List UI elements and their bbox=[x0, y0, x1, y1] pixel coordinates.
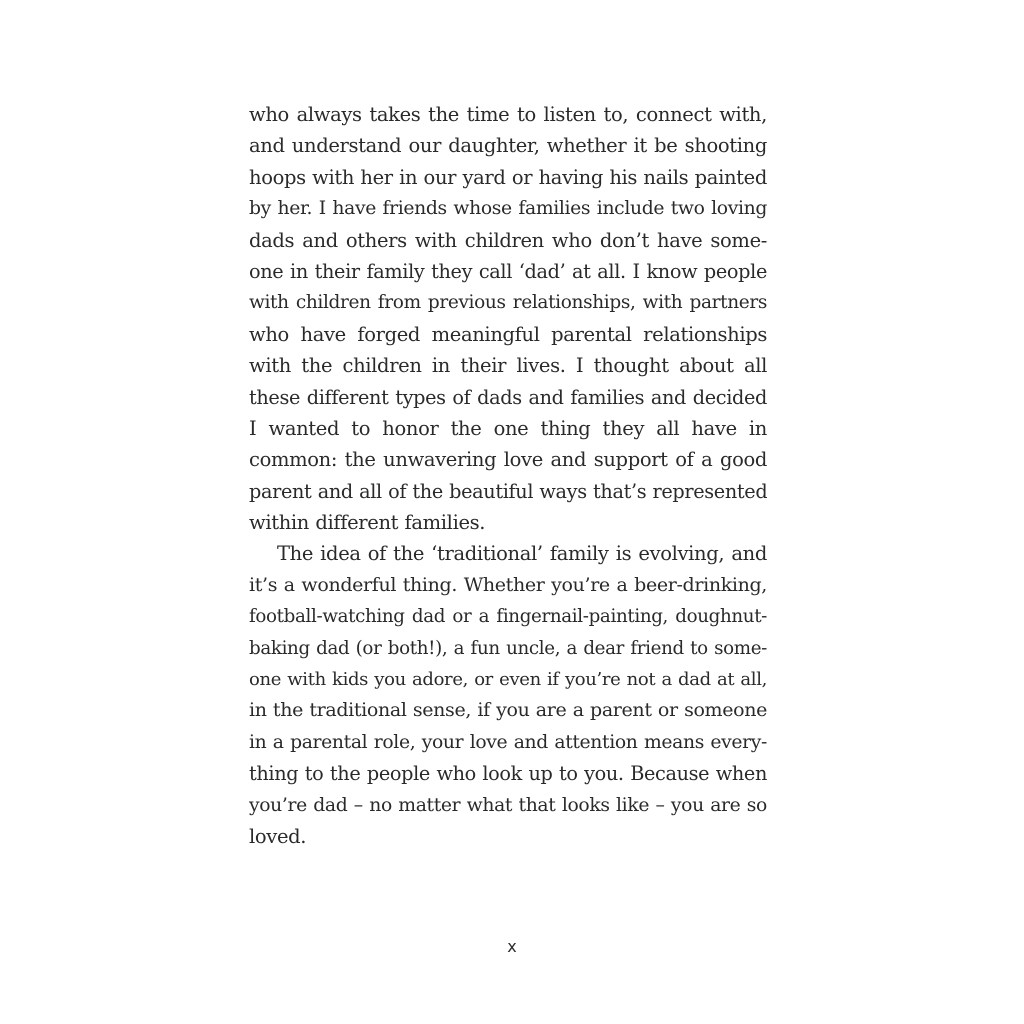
text-line: with the children in their lives. I thought about all bbox=[249, 354, 767, 378]
text-line: thing to the people who look up to you. Because when bbox=[249, 762, 767, 786]
paragraph-2 bbox=[249, 538, 767, 852]
text-line: who have forged meaningful parental relationships bbox=[249, 322, 767, 346]
text-line: and understand our daughter, whether it be shooting bbox=[249, 134, 767, 158]
text-line: baking dad (or both!), a fun uncle, a dear friend to some- bbox=[249, 637, 767, 659]
text-line: one in their family they call ‘dad’ at all. I know people bbox=[249, 259, 767, 283]
text-line: in a parental role, your love and attention means every- bbox=[249, 731, 767, 753]
body-text bbox=[249, 99, 767, 852]
text-line: parent and all of the beautiful ways that’s represented bbox=[249, 479, 767, 503]
text-line: these different types of dads and families and decided bbox=[249, 385, 767, 409]
text-line: within different families. bbox=[249, 511, 486, 535]
text-line: who always takes the time to listen to, connect with, bbox=[249, 103, 767, 126]
text-line: I wanted to honor the one thing they all have in bbox=[249, 416, 767, 440]
text-line: dads and others with children who don’t have some- bbox=[249, 228, 767, 252]
paragraph-1 bbox=[249, 99, 767, 538]
text-line: one with kids you adore, or even if you’re not a dad at all, bbox=[249, 669, 767, 691]
page-number: x bbox=[507, 937, 517, 956]
text-line: common: the unwavering love and support of a good bbox=[249, 448, 767, 472]
text-line: The idea of the ‘traditional’ family is evolving, and bbox=[277, 542, 767, 566]
text-line: in the traditional sense, if you are a parent or someone bbox=[249, 699, 767, 722]
text-line: loved. bbox=[249, 824, 307, 848]
text-line: you’re dad – no matter what that looks like – you are so bbox=[249, 794, 767, 816]
text-line: football-watching dad or a fingernail-painting, doughnut- bbox=[249, 606, 767, 628]
text-line: it’s a wonderful thing. Whether you’re a beer-drinking, bbox=[249, 573, 767, 596]
text-line: by her. I have friends whose families include two loving bbox=[249, 198, 767, 220]
text-line: with children from previous relationships, with partners bbox=[249, 292, 767, 314]
text-line: hoops with her in our yard or having his nails painted bbox=[249, 165, 767, 189]
